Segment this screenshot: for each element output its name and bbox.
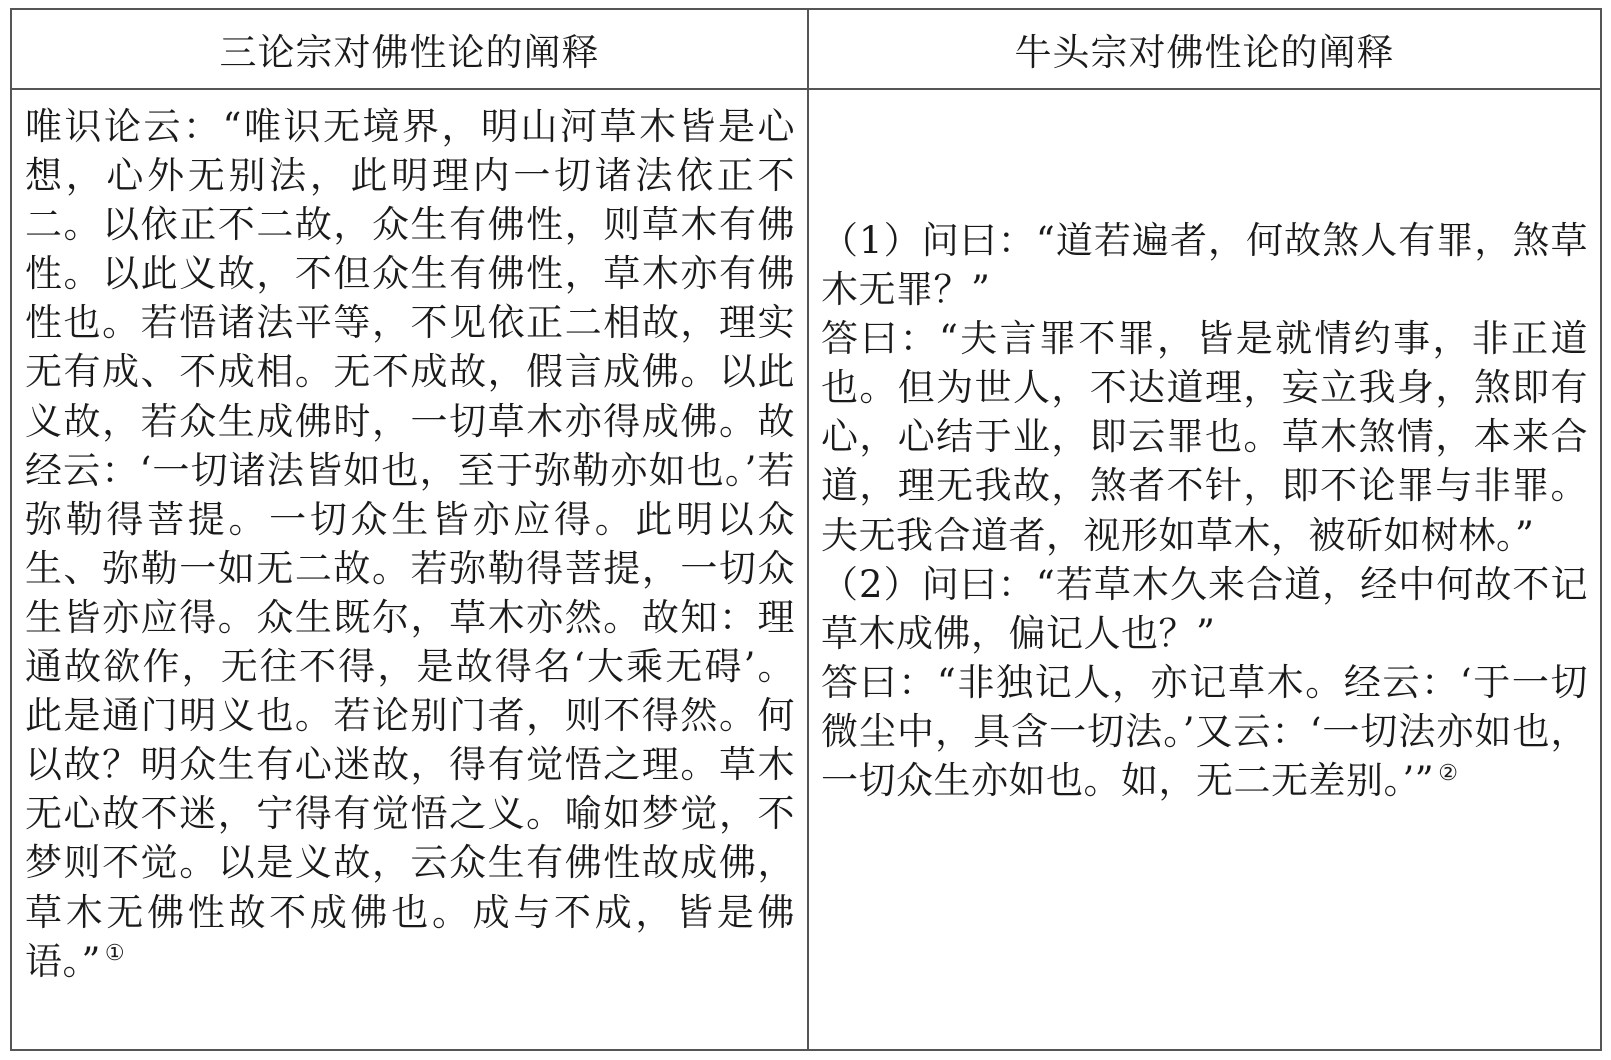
comparison-table	[10, 8, 1602, 1051]
footnote-marker-2: ②	[1438, 760, 1459, 786]
niutou-question-1: （1）问曰：“道若遍者，何故煞人有罪，煞草木无罪？”	[821, 219, 1588, 312]
sanlun-paragraph: 唯识论云：“唯识无境界，明山河草木皆是心想，心外无别法，此明理内一切诸法依正不二。以依正不二故，众生有佛性，则草木有佛性。以此义故，不但众生有佛性，草木亦有佛性也。若悟诸法平等，不见依正二相故，理实无有成、不成相。无不成故，假言成佛。以此义故，若众生成佛时，一切草木亦得成佛。故经云：‘一切诸法皆如也，至于弥勒亦如也。’若弥勒得菩提。一切众生皆亦应得。此明以众生、弥勒一如无二故。若弥勒得菩提，一切众生皆亦应得。众生既尔，草木亦然。故知：理通故欲作，无往不得，是故得名‘大乘无碍’。此是通门明义也。若论别门者，则不得然。何以故？明众生有心迷故，得有觉悟之理。草木无心故不迷，宁得有觉悟之义。喻如梦觉，不梦则不觉。以是义故，云众生有佛性故成佛，草木无佛性故不成佛也。成与不成，皆是佛语。”	[25, 105, 795, 983]
niutou-answer-2-wrap	[821, 658, 1588, 805]
header-niutou: 牛头宗对佛性论的阐释	[1014, 31, 1395, 74]
cell-sanlun	[12, 90, 807, 1049]
cell-niutou	[809, 90, 1600, 1049]
header-sanlun: 三论宗对佛性论的阐释	[219, 31, 600, 74]
table-header-row	[12, 10, 1600, 90]
niutou-text	[821, 216, 1588, 805]
niutou-answer-2: 答曰：“非独记人，亦记草木。经云：‘于一切微尘中，具含一切法。’又云：‘一切法亦如也，一切众生亦如也。如，无二无差别。’”	[821, 660, 1588, 803]
niutou-question-2: （2）问曰：“若草木久来合道，经中何故不记草木成佛，偏记人也？”	[821, 562, 1588, 655]
niutou-answer-1: 答曰：“夫言罪不罪，皆是就情约事，非正道也。但为世人，不达道理，妄立我身，煞即有心，心结于业，即云罪也。草木煞情，本来合道，理无我故，煞者不针，即不论罪与非罪。夫无我合道者，视形如草木，被斫如树林。”	[821, 317, 1588, 557]
sanlun-text	[25, 102, 795, 986]
footnote-marker-1: ①	[104, 941, 126, 967]
